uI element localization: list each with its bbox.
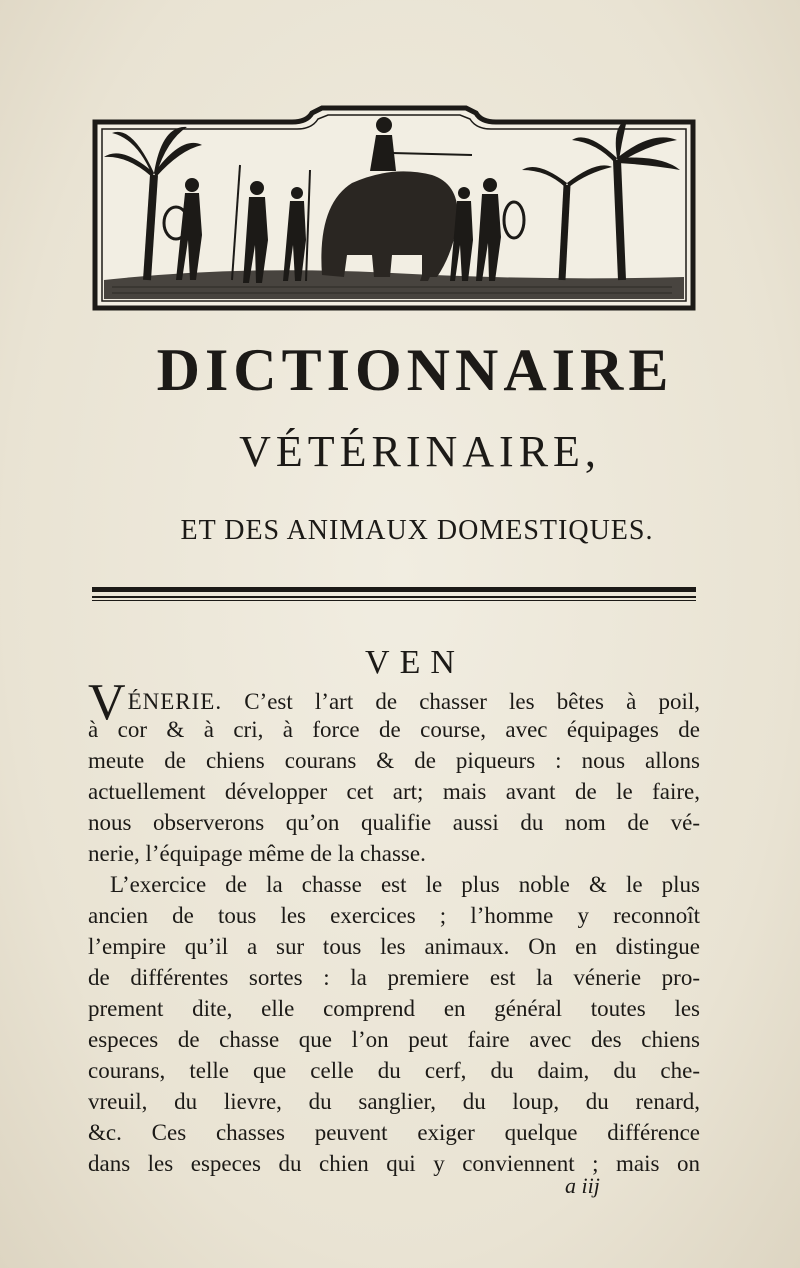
article-line: L’exercice de la chasse est le plus noble & le plus bbox=[110, 872, 700, 897]
title-main: DICTIONNAIRE bbox=[156, 337, 674, 403]
title-subtitle: VÉTÉRINAIRE, bbox=[239, 427, 601, 476]
article-line: prement dite, elle comprend en général toutes les bbox=[88, 996, 700, 1021]
article-line: vreuil, du lievre, du sanglier, du loup, du renard, bbox=[88, 1089, 700, 1114]
article-line: dans les especes du chien qui y conviennent ; mais on bbox=[88, 1151, 700, 1176]
article-line: de différentes sortes : la premiere est la vénerie pro- bbox=[88, 965, 700, 990]
article-line: courans, telle que celle du cerf, du daim, du che- bbox=[88, 1058, 700, 1083]
article-body bbox=[88, 674, 700, 1179]
article-line: actuellement développer cet art; mais avant de le faire, bbox=[88, 779, 700, 804]
title-third-line: ET DES ANIMAUX DOMESTIQUES. bbox=[180, 515, 654, 546]
article-line: ancien de tous les exercices ; l’homme y reconnoît bbox=[88, 903, 700, 928]
headword: ÉNERIE. bbox=[127, 689, 223, 714]
engraved-vignette bbox=[92, 105, 696, 311]
article-line: especes de chasse que l’on peut faire avec des chiens bbox=[88, 1027, 700, 1052]
article-line: &c. Ces chasses peuvent exiger quelque différence bbox=[88, 1120, 700, 1145]
article-line: à cor & à cri, à force de course, avec équipages de bbox=[88, 717, 700, 742]
running-head: VEN bbox=[365, 644, 465, 681]
drop-cap: V bbox=[88, 674, 126, 731]
article-line: nerie, l’équipage même de la chasse. bbox=[88, 841, 426, 866]
article-line-0: VÉNERIE. C’est l’art de chasser les bêtes à poil, bbox=[88, 674, 700, 731]
article-line: l’empire qu’il a sur tous les animaux. On en distingue bbox=[88, 934, 700, 959]
double-rule-divider bbox=[92, 585, 696, 605]
article-line: meute de chiens courans & de piqueurs : nous allons bbox=[88, 748, 700, 773]
article-line: nous observerons qu’on qualifie aussi du nom de vé- bbox=[88, 810, 700, 835]
signature-mark: a iij bbox=[565, 1173, 600, 1198]
